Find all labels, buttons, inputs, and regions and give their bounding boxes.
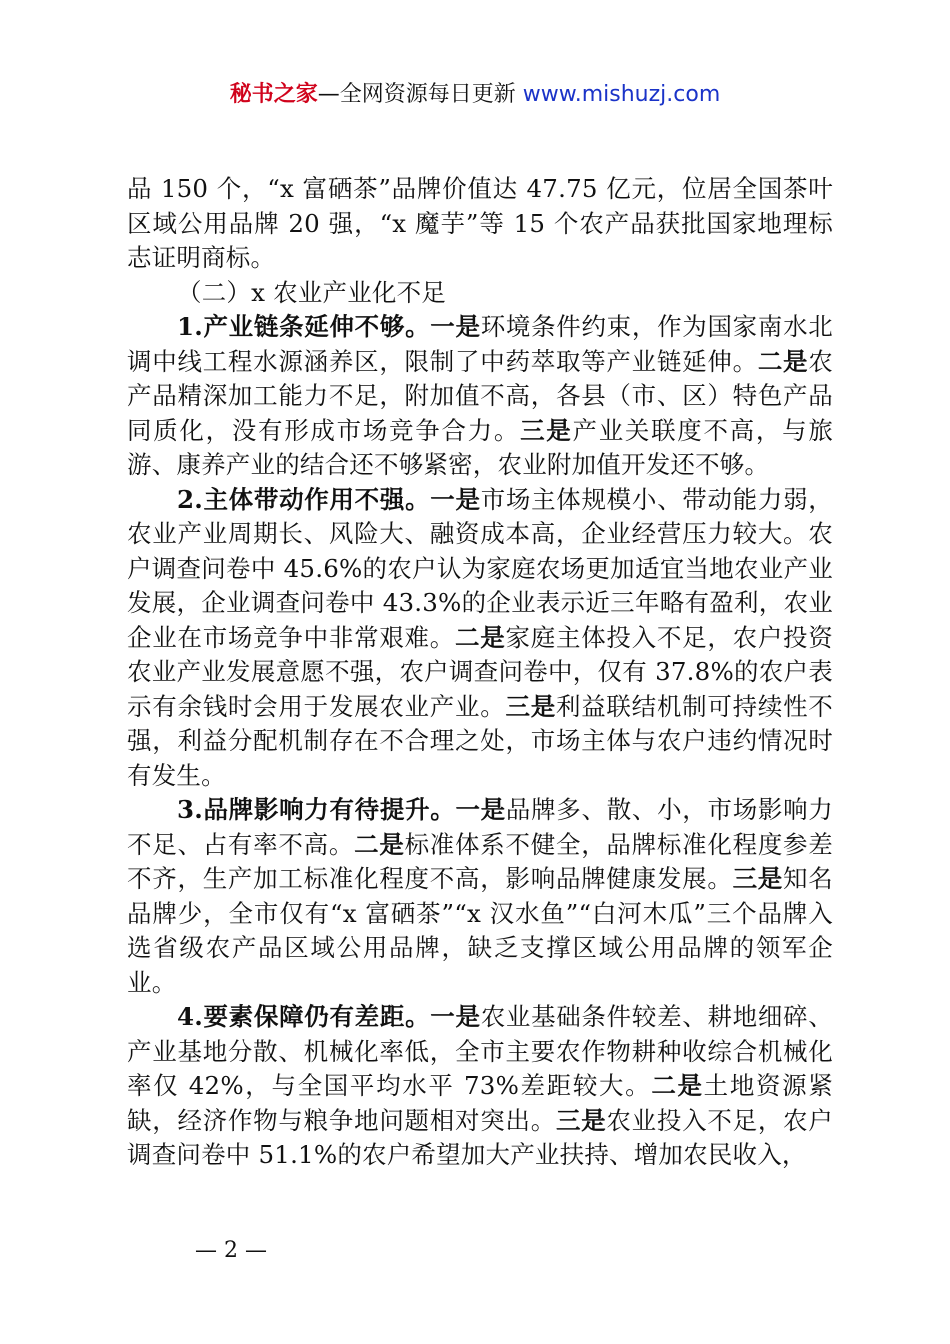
point-text: 市场主体规模小、带动能力弱，农业产业周期长、风险大、融资成本高，企业经营压力较大。农户调查问卷中 45.6%的农户认为家庭农场更加适宜当地农业产业发展，企业调查问卷中 43.3%的企业表示近三年略有盈利，农业企业在市场竞争中非常艰难。 xyxy=(127,484,833,652)
point-text: 利益联结机制可持续性不强，利益分配机制存在不合理之处，市场主体与农户违约情况时有发生。 xyxy=(127,691,833,790)
paragraph-title: 1.产业链条延伸不够。 xyxy=(177,312,431,341)
section-heading: （二）x 农业产业化不足 xyxy=(177,277,447,307)
paragraph-title: 4.要素保障仍有差距。 xyxy=(177,1002,431,1031)
point-text: 环境条件约束，作为国家南水北调中线工程水源涵养区，限制了中药萃取等产业链延伸。 xyxy=(127,312,833,376)
point-text: 标准体系不健全，品牌标准化程度参差不齐，生产加工标准化程度不高，影响品牌健康发展。 xyxy=(127,829,833,893)
point-label: 二是 xyxy=(455,622,506,652)
point-label: 一是 xyxy=(430,484,481,514)
site-url-link[interactable]: www.mishuzj.com xyxy=(522,82,721,107)
continuation-paragraph: 品 150 个，“x 富硒茶”品牌价值达 47.75 亿元，位居全国茶叶区域公用品牌 20 强，“x 魔芋”等 15 个农产品获批国家地理标志证明商标。 xyxy=(127,174,833,272)
point-text: 农业投入不足，农户调查问卷中 51.1%的农户希望加大产业扶持、增加农民收入， xyxy=(127,1105,833,1169)
point-label: 二是 xyxy=(757,346,809,376)
document-body xyxy=(127,172,833,1173)
point-text: 农业基础条件较差、耕地细碎、产业基地分散、机械化率低，全市主要农作物耕种收综合机械化率仅 42%，与全国平均水平 73%差距较大。 xyxy=(127,1002,833,1100)
point-label: 三是 xyxy=(555,1105,607,1135)
paragraph-industrial-chain xyxy=(127,310,833,483)
paragraph-title: 2.主体带动作用不强。 xyxy=(177,484,431,514)
point-label: 二是 xyxy=(354,829,405,859)
point-text: 产业关联度不高，与旅游、康养产业的结合还不够紧密，农业附加值开发还不够。 xyxy=(127,415,834,479)
paragraph-brand-influence xyxy=(127,793,833,1000)
point-label: 三是 xyxy=(505,691,556,721)
site-slogan: —全网资源每日更新 xyxy=(317,82,523,107)
point-text: 家庭主体投入不足，农户投资农业产业发展意愿不强，农户调查问卷中，仅有 37.8%的农户表示有余钱时会用于发展农业产业。 xyxy=(127,622,833,721)
point-label: 三是 xyxy=(732,864,784,893)
point-label: 一是 xyxy=(430,312,481,341)
paragraph-title: 3.品牌影响力有待提升。 xyxy=(177,795,456,824)
site-header xyxy=(0,80,950,110)
site-brand: 秘书之家 xyxy=(229,82,318,107)
point-label: 一是 xyxy=(455,795,506,824)
point-text: 知名品牌少，全市仅有“x 富硒茶”“x 汉水鱼”“白河木瓜”三个品牌入选省级农产品区域公用品牌，缺乏支撑区域公用品牌的领军企业。 xyxy=(127,864,833,997)
point-label: 一是 xyxy=(430,1002,481,1031)
point-label: 二是 xyxy=(651,1071,704,1100)
point-label: 三是 xyxy=(520,415,573,445)
paragraph-market-entities xyxy=(127,483,833,794)
paragraph-factor-support xyxy=(127,1000,833,1173)
page-number: — 2 — xyxy=(195,1238,267,1263)
point-text: 土地资源紧缺，经济作物与粮争地问题相对突出。 xyxy=(127,1071,833,1135)
point-text: 品牌多、散、小，市场影响力不足、占有率不高。 xyxy=(127,795,833,859)
point-text: 农产品精深加工能力不足，附加值不高，各县（市、区）特色产品同质化，没有形成市场竞争合力。 xyxy=(127,346,833,445)
